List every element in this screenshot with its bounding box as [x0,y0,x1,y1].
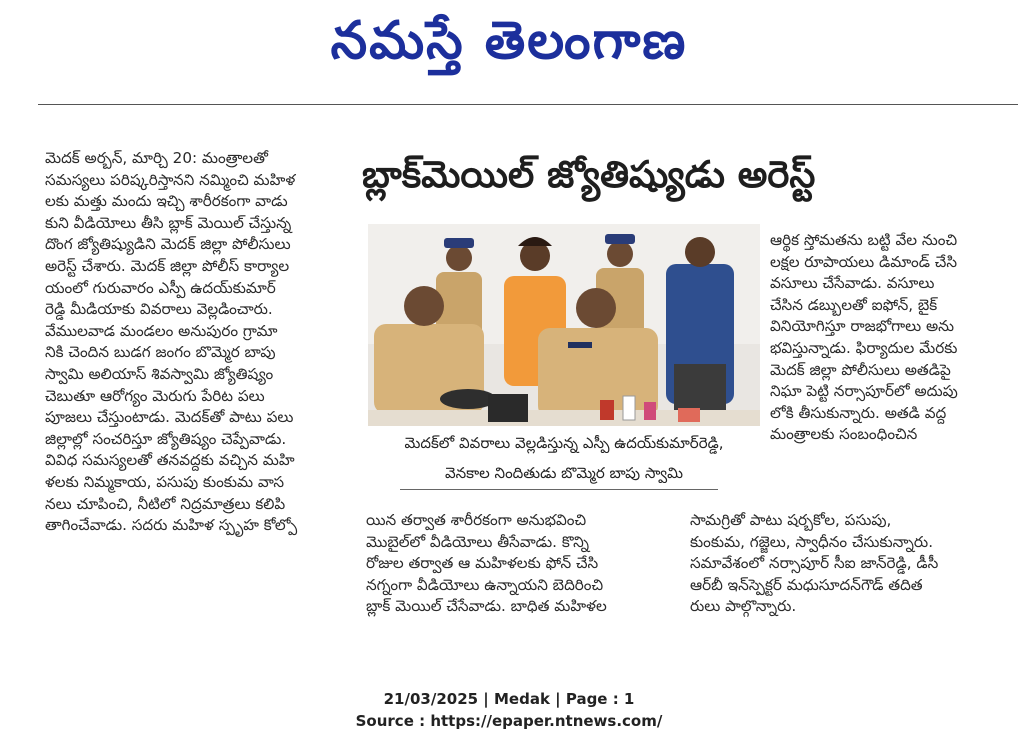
text-line: ఆర్‌బీ ఇన్‌స్పెక్టర్ మధుసూదన్‌గౌడ్ తదిత [690,575,923,594]
masthead [0,0,1018,100]
header-divider [38,104,1018,105]
text-line: లక్షల రూపాయలు డిమాండ్ చేసి [770,252,957,271]
article-right-column [770,230,988,446]
text-line: సమస్యలు పరిష్కరిస్తానని నమ్మించి మహిళ [45,170,296,189]
footer-source-link[interactable]: Source : https://epaper.ntnews.com/ [355,712,663,730]
news-photo [368,224,760,426]
text-line: వేములవాడ మండలం అనుపురం గ్రామా [45,321,278,340]
text-line: కుంకుమ, గజ్జెలు, స్వాధీనం చేసుకున్నారు. [690,532,934,551]
text-line: రెడ్డి మీడియాకు వివరాలు వెల్లడించారు. [45,300,273,319]
text-line: తాగించేవాడు. సదరు మహిళ స్పృహ కోల్పో [45,516,298,535]
text-line: మంత్రాలకు సంబంధించిన [770,425,918,444]
text-line: స్వామి అలియాస్ శివస్వామి జ్యోతిష్యం [45,364,274,383]
article-headline: బ్లాక్‌మెయిల్ జ్యోతిష్యుడు అరెస్ట్ [362,153,816,196]
text-line: జిల్లాల్లో సంచరిస్తూ జ్యోతిష్యం చెప్పేవాడు. [45,429,287,448]
text-line: మెదక్ అర్బన్, మార్చి 20: మంత్రాలతో [45,149,268,167]
text-line: ఆర్థిక స్తోమతను బట్టి వేల నుంచి [770,231,958,249]
text-line: నగ్నంగా వీడియోలు ఉన్నాయని బెదిరించి [366,575,604,594]
press-conference-photo [368,224,760,426]
text-line: సామగ్రితో పాటు షర్బకోల, పసుపు, [690,511,892,529]
text-line: మొబైల్‌లో వీడియోలు తీసేవాడు. కొన్ని [366,532,590,551]
article-middle-column [366,510,668,618]
text-line: వినియోగిస్తూ రాజభోగాలు అను [770,317,955,336]
footer-date-edition: 21/03/2025 | Medak | Page : 1 [383,690,635,708]
text-line: నిఘా పెట్టి నర్సాపూర్‌లో అదుపు [770,382,958,401]
caption-line: వెనకాల నిందితుడు బొమ్మెర బాపు స్వామి [444,464,684,482]
text-line: భవిస్తున్నాడు. ఫిర్యాదుల మేరకు [770,338,958,357]
text-line: అరెస్ట్ చేశారు. మెదక్ జిల్లా పోలీస్ కార్యాల [45,256,290,275]
text-line: మెదక్ జిల్లా పోలీసులు అతడిపై [770,360,951,379]
text-line: కుని వీడియోలు తీసి బ్లాక్ మెయిల్ చేస్తున్న [45,213,292,232]
caption-underline [400,489,718,490]
text-line: చెబుతూ ఆరోగ్యం మెరుగు పేరిట పలు [45,386,265,405]
text-line: ళలకు నిమ్మకాయ, పసుపు కుంకుమ వాస [45,472,284,491]
text-line: చేసిన డబ్బులతో ఐఫోన్, బైక్ [770,295,938,314]
text-line: సమావేశంలో నర్సాపూర్ సీఐ జాన్‌రెడ్డి, డీసీ [690,554,939,573]
text-line: దొంగ జ్యోతిష్యుడిని మెదక్ జిల్లా పోలీసులు [45,235,291,254]
text-line: రోజుల తర్వాత ఆ మహిళలకు ఫోన్ చేసి [366,554,599,573]
text-line: పూజలు చేస్తుంటాడు. మెదక్‌తో పాటు పలు [45,408,294,427]
text-line: రులు పాల్గొన్నారు. [690,597,797,616]
article-bottom-right-column [690,510,988,618]
text-line: బ్లాక్ మెయిల్ చేసేవాడు. బాధిత మహిళల [366,597,607,616]
text-line: యిన తర్వాత శారీరకంగా అనుభవించి [366,511,587,529]
newspaper-logo: నమస్తే తెలంగాణ [330,11,688,71]
text-line: యంలో గురువారం ఎస్పీ ఉదయ్‌కుమార్ [45,278,276,297]
article-left-column [45,148,341,537]
caption-line: మెదక్‌లో వివరాలు వెల్లడిస్తున్న ఎస్పీ ఉదయ్‌కుమార్‌రెడ్డి, [404,434,724,452]
text-line: వసూలు చేసేవాడు. వసూలు [770,274,935,293]
photo-caption [368,428,760,488]
standing-man-blue-shirt [666,237,734,424]
text-line: లోకి తీసుకున్నారు. అతడి వద్ద [770,403,947,422]
text-line: వివిధ సమస్యలతో తనవద్దకు వచ్చిన మహి [45,451,295,470]
text-line: నలు చూపించి, నీటిలో నిద్రమాత్రలు కలిపి [45,494,286,513]
text-line: నికి చెందిన బుడగ జంగం బొమ్మెర బాపు [45,343,276,362]
text-line: లకు మత్తు మందు ఇచ్చి శారీరకంగా వాడు [45,192,288,211]
